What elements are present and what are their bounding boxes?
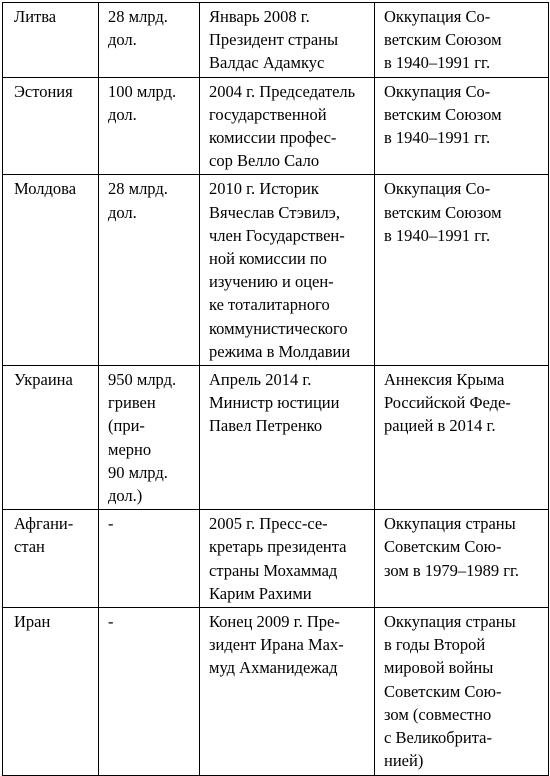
amount-cell: - (99, 510, 200, 608)
table-row (3, 366, 549, 510)
table-row (3, 510, 549, 608)
amount-cell: 28 млрд. дол. (99, 175, 200, 366)
reason-cell: Оккупация страны в годы Второй мировой войны Советским Сою- зом (совместно с Великобрита- нией) (375, 608, 549, 775)
table-row (3, 77, 549, 175)
country-cell: Афгани- стан (3, 510, 99, 608)
document-page (2, 2, 548, 776)
amount-cell: 28 млрд. дол. (99, 3, 200, 78)
table-row (3, 608, 549, 775)
claim-cell: 2004 г. Председатель государственной комиссии профес- сор Велло Сало (200, 77, 375, 175)
country-cell: Литва (3, 3, 99, 78)
claims-table (2, 2, 549, 776)
reason-cell: Оккупация Со- ветским Союзом в 1940–1991 гг. (375, 175, 549, 366)
reason-cell: Аннексия Крыма Российской Феде- рацией в 2014 г. (375, 366, 549, 510)
reason-cell: Оккупация Со- ветским Союзом в 1940–1991 гг. (375, 77, 549, 175)
claim-cell: Апрель 2014 г. Министр юстиции Павел Петренко (200, 366, 375, 510)
claim-cell: 2005 г. Пресс-се- кретарь президента страны Мохаммад Карим Рахими (200, 510, 375, 608)
country-cell: Иран (3, 608, 99, 775)
country-cell: Эстония (3, 77, 99, 175)
reason-cell: Оккупация Со- ветским Союзом в 1940–1991 гг. (375, 3, 549, 78)
table-row (3, 175, 549, 366)
amount-cell: 950 млрд. гривен (при- мерно 90 млрд. дол.) (99, 366, 200, 510)
country-cell: Молдова (3, 175, 99, 366)
reason-cell: Оккупация страны Советским Сою- зом в 1979–1989 гг. (375, 510, 549, 608)
country-cell: Украина (3, 366, 99, 510)
claim-cell: Конец 2009 г. Пре- зидент Ирана Мах- муд Ахманидежад (200, 608, 375, 775)
claim-cell: 2010 г. Историк Вячеслав Стэвилэ, член Государствен- ной комиссии по изучению и оцен- ке тоталитарного коммунистического режима в Молдавии (200, 175, 375, 366)
claim-cell: Январь 2008 г. Президент страны Валдас Адамкус (200, 3, 375, 78)
amount-cell: 100 млрд. дол. (99, 77, 200, 175)
amount-cell: - (99, 608, 200, 775)
table-row (3, 3, 549, 78)
